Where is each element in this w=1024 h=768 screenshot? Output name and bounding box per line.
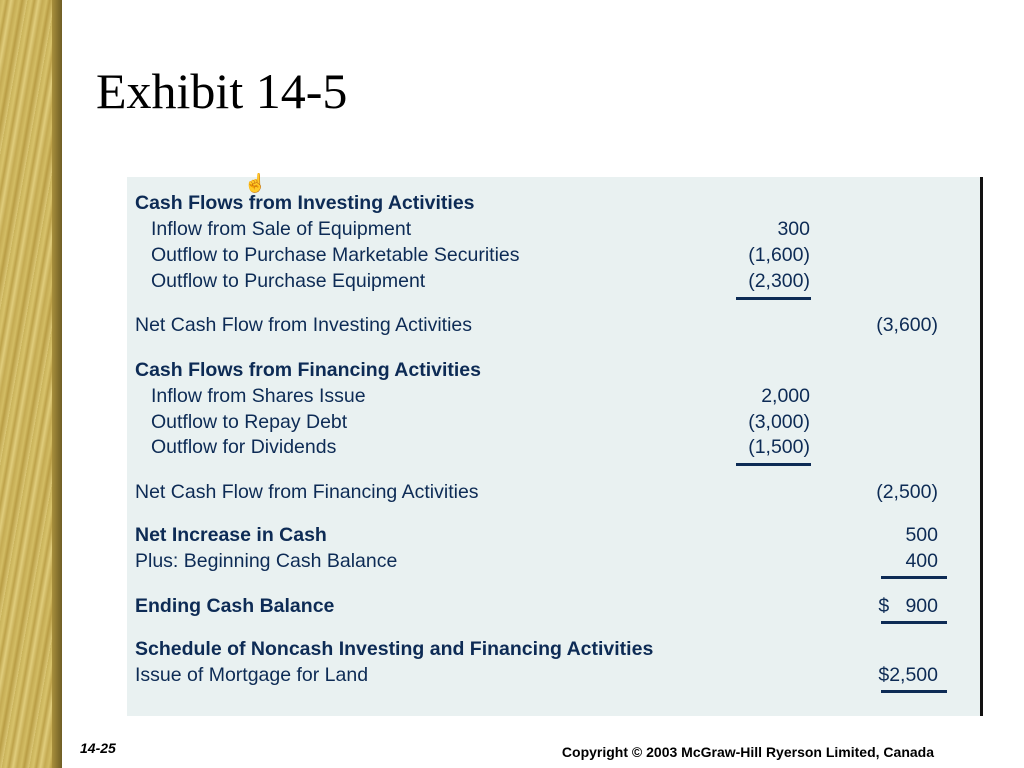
row-total: 400 xyxy=(905,550,938,572)
row-label: Inflow from Shares Issue xyxy=(151,385,366,407)
row-value: (1,500) xyxy=(748,436,810,458)
table-row xyxy=(127,385,980,411)
table-row xyxy=(127,218,980,244)
row-value: 2,000 xyxy=(761,385,810,407)
row-value: (2,300) xyxy=(748,270,810,292)
financing-header: Cash Flows from Financing Activities xyxy=(135,359,482,381)
beginning-balance-row xyxy=(127,550,980,576)
row-value: (3,000) xyxy=(748,411,810,433)
net-increase-row xyxy=(127,524,980,550)
row-label: Net Cash Flow from Financing Activities xyxy=(135,481,479,503)
decorative-side-strip xyxy=(0,0,62,768)
copyright-footer: Copyright © 2003 McGraw-Hill Ryerson Limited, Canada xyxy=(561,744,934,760)
noncash-header: Schedule of Noncash Investing and Financing Activities xyxy=(135,638,654,660)
subtotal-underline xyxy=(736,297,811,300)
row-label: Outflow to Purchase Equipment xyxy=(151,270,426,292)
hand-pointer-icon: ☝ xyxy=(244,173,267,193)
table-row xyxy=(127,411,980,437)
investing-header: Cash Flows from Investing Activities xyxy=(135,192,475,214)
net-financing-row xyxy=(127,481,980,507)
total-underline xyxy=(881,576,947,579)
ending-balance-row xyxy=(127,595,980,621)
table-row xyxy=(127,436,980,462)
table-row xyxy=(127,270,980,296)
net-investing-row xyxy=(127,314,980,340)
row-total: 500 xyxy=(905,524,938,546)
noncash-header-row xyxy=(127,638,980,664)
row-total: $2,500 xyxy=(878,664,938,686)
row-label: Net Increase in Cash xyxy=(135,524,327,546)
slide-number: 14-25 xyxy=(80,740,116,756)
cash-flow-statement xyxy=(127,173,983,716)
row-total: (3,600) xyxy=(876,314,938,336)
slide-title: Exhibit 14-5 xyxy=(96,63,348,119)
row-total: (2,500) xyxy=(876,481,938,503)
row-value: (1,600) xyxy=(748,244,810,266)
total-underline xyxy=(881,690,947,693)
row-label: Net Cash Flow from Investing Activities xyxy=(135,314,473,336)
row-label: Inflow from Sale of Equipment xyxy=(151,218,412,240)
row-label: Ending Cash Balance xyxy=(135,595,335,617)
row-label: Outflow to Purchase Marketable Securities xyxy=(151,244,520,266)
row-label: Outflow for Dividends xyxy=(151,436,337,458)
subtotal-underline xyxy=(736,463,811,466)
row-value: 300 xyxy=(777,218,810,240)
mortgage-row xyxy=(127,664,980,690)
double-underline xyxy=(881,621,947,624)
table-row xyxy=(127,244,980,270)
row-label: Issue of Mortgage for Land xyxy=(135,664,369,686)
row-label: Outflow to Repay Debt xyxy=(151,411,348,433)
financing-header-row xyxy=(127,359,980,385)
row-label: Plus: Beginning Cash Balance xyxy=(135,550,398,572)
row-total: $ 900 xyxy=(878,595,938,617)
investing-header-row xyxy=(127,192,980,218)
